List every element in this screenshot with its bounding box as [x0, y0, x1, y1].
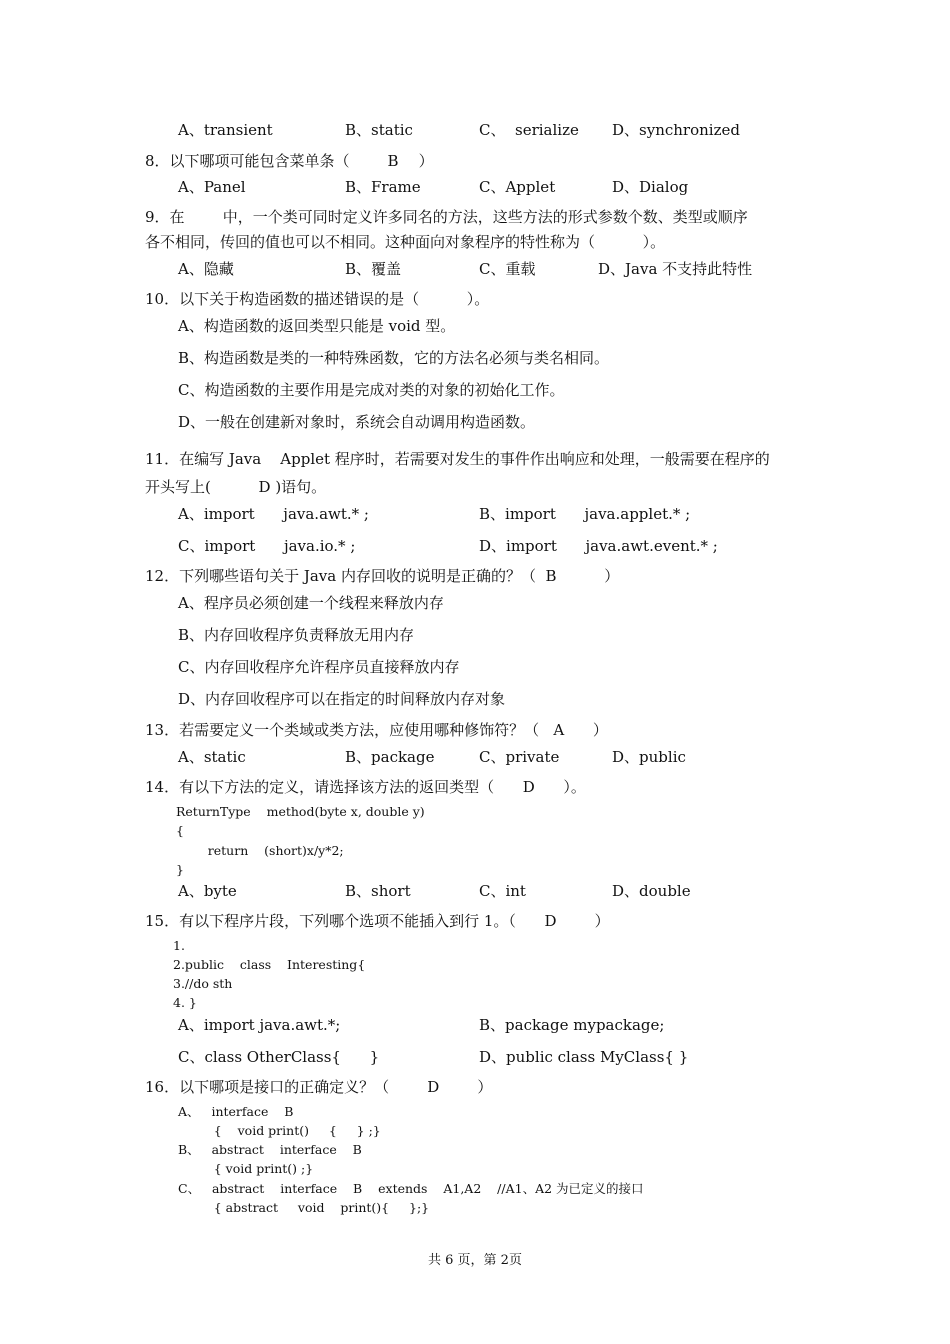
- q16-code-line: C、 abstract interface B extends A1,A2 //A1、A2 为已定义的接口: [178, 1181, 644, 1196]
- q14-code-line: return (short)x/y*2;: [176, 843, 344, 858]
- q16-stem: 16．以下哪项是接口的正确定义？（ D ）: [145, 1078, 493, 1096]
- q14-code-line: }: [176, 862, 184, 877]
- q14-option-a: A、byte: [178, 882, 237, 900]
- q12-option-c: C、内存回收程序允许程序员直接释放内存: [178, 658, 460, 676]
- q8-option-d: D、Dialog: [612, 178, 689, 196]
- q14-code-line: {: [176, 823, 184, 838]
- q7-option-a: A、transient: [178, 121, 273, 139]
- q12-option-b: B、内存回收程序负责释放无用内存: [178, 626, 415, 644]
- q15-code-line: 1.: [173, 938, 185, 953]
- q10-option-d: D、一般在创建新对象时，系统会自动调用构造函数。: [178, 413, 536, 431]
- q13-option-a: A、static: [178, 748, 246, 766]
- q12-stem: 12．下列哪些语句关于 Java 内存回收的说明是正确的？（ B ）: [145, 567, 620, 585]
- q13-stem: 13．若需要定义一个类域或类方法，应使用哪种修饰符？（ A ）: [145, 721, 608, 739]
- q12-option-d: D、内存回收程序可以在指定的时间释放内存对象: [178, 690, 506, 708]
- q7-option-d: D、synchronized: [612, 121, 740, 139]
- q11-stem-line1: 11．在编写 Java Applet 程序时，若需要对发生的事件作出响应和处理，一般需要在程序的: [145, 450, 770, 468]
- q15-option-b: B、package mypackage;: [479, 1016, 665, 1034]
- q10-stem: 10．以下关于构造函数的描述错误的是（ ）。: [145, 290, 490, 308]
- q16-code-line: B、 abstract interface B: [178, 1142, 362, 1157]
- q11-option-b: B、import java.applet.* ;: [479, 505, 691, 523]
- q8-answer: B: [387, 152, 399, 170]
- q14-option-d: D、double: [612, 882, 691, 900]
- q8-stem: 8．以下哪项可能包含菜单条（ B ）: [145, 152, 434, 170]
- q14-option-c: C、int: [479, 882, 526, 900]
- q15-code-line: 3.//do sth: [173, 976, 233, 991]
- q16-code-line: { void print() { } ;}: [178, 1123, 381, 1138]
- q11-option-d: D、import java.awt.event.* ;: [479, 537, 718, 555]
- q11-option-c: C、import java.io.* ;: [178, 537, 356, 555]
- q11-option-a: A、import java.awt.* ;: [178, 505, 369, 523]
- q10-option-a: A、构造函数的返回类型只能是 void 型。: [178, 317, 456, 335]
- q16-code-line: A、 interface B: [178, 1104, 294, 1119]
- q9-option-d: D、Java 不支持此特性: [598, 260, 753, 278]
- q10-option-c: C、构造函数的主要作用是完成对类的对象的初始化工作。: [178, 381, 565, 399]
- q14-option-b: B、short: [345, 882, 411, 900]
- q7-option-c: C、 serialize: [479, 121, 579, 139]
- q9-option-b: B、覆盖: [345, 260, 402, 278]
- q13-option-c: C、private: [479, 748, 560, 766]
- q14-stem: 14．有以下方法的定义，请选择该方法的返回类型（ D ）。: [145, 778, 586, 796]
- q7-option-b: B、static: [345, 121, 413, 139]
- q9-stem-line2: 各不相同，传回的值也可以不相同。这种面向对象程序的特性称为（ ）。: [145, 233, 666, 251]
- q14-code-line: ReturnType method(byte x, double y): [176, 804, 425, 819]
- q13-option-b: B、package: [345, 748, 435, 766]
- q15-option-c: C、class OtherClass{ }: [178, 1048, 380, 1066]
- page-footer: 共 6 页，第 2页: [428, 1253, 522, 1268]
- q11-stem-line2: 开头写上( D )语句。: [145, 478, 327, 496]
- q15-option-a: A、import java.awt.*;: [178, 1016, 341, 1034]
- q9-stem-line1: 9．在 中，一个类可同时定义许多同名的方法，这些方法的形式参数个数、类型或顺序: [145, 208, 748, 226]
- q12-option-a: A、程序员必须创建一个线程来释放内存: [178, 594, 444, 612]
- q9-option-c: C、重载: [479, 260, 536, 278]
- q16-code-line: { abstract void print(){ };}: [178, 1200, 430, 1215]
- q8-option-c: C、Applet: [479, 178, 556, 196]
- q16-code-line: { void print() ;}: [178, 1161, 314, 1176]
- q15-code-line: 2.public class Interesting{: [173, 957, 366, 972]
- q15-code-line: 4. }: [173, 995, 197, 1010]
- q15-option-d: D、public class MyClass{ }: [479, 1048, 689, 1066]
- q13-option-d: D、public: [612, 748, 686, 766]
- q10-option-b: B、构造函数是类的一种特殊函数，它的方法名必须与类名相同。: [178, 349, 610, 367]
- q8-option-b: B、Frame: [345, 178, 421, 196]
- q8-option-a: A、Panel: [178, 178, 246, 196]
- q15-stem: 15．有以下程序片段，下列哪个选项不能插入到行 1。（ D ）: [145, 912, 610, 930]
- q9-option-a: A、隐藏: [178, 260, 234, 278]
